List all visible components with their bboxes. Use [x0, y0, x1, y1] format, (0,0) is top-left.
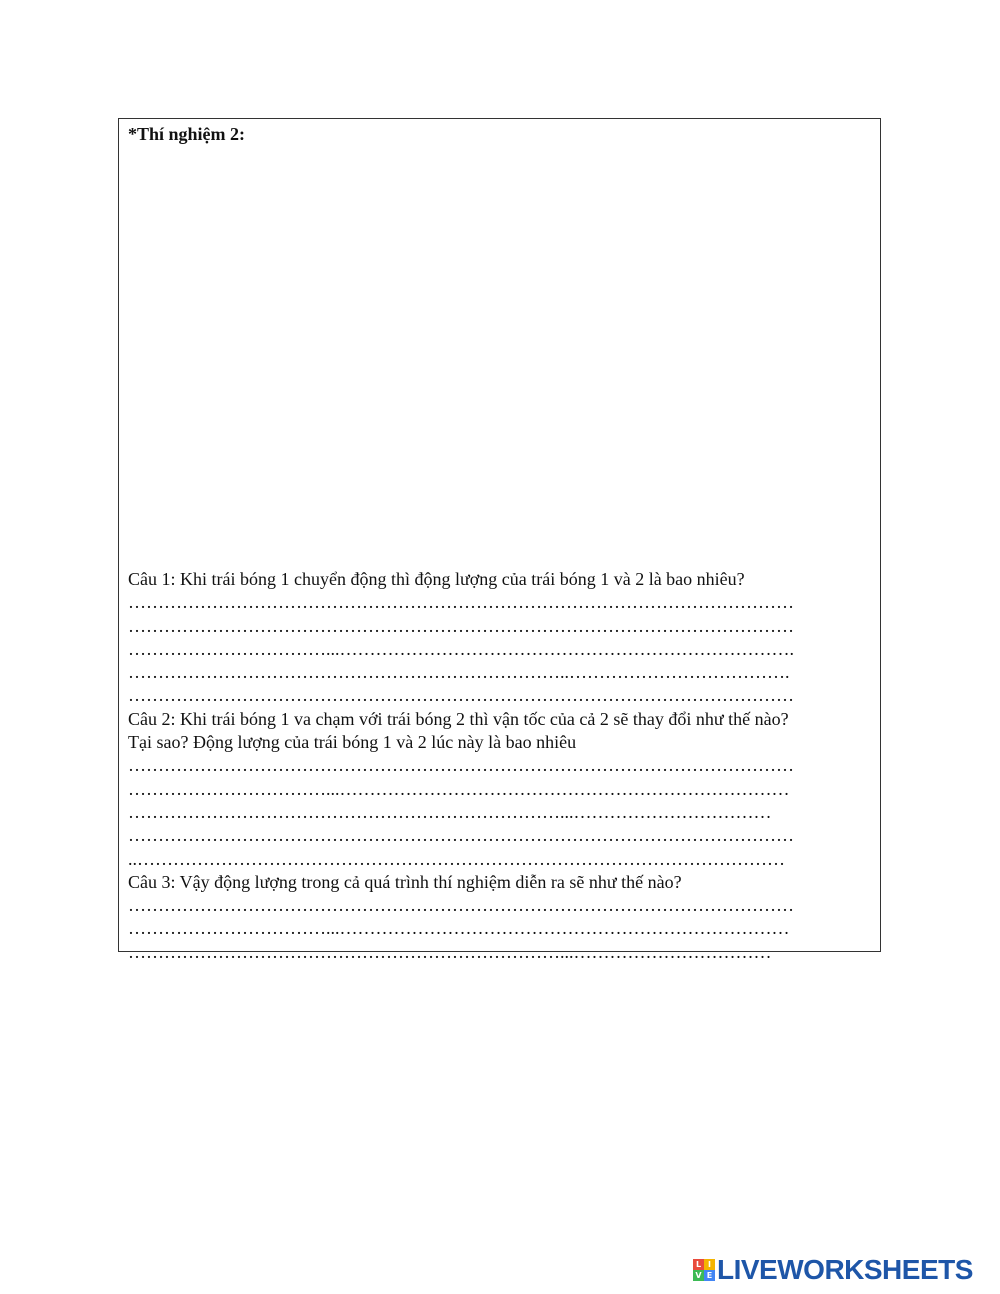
badge-letter: E: [704, 1270, 715, 1281]
answer-line[interactable]: ………………………………………………………………...……………………………: [128, 941, 772, 962]
live-badge-icon: [693, 1259, 715, 1281]
answer-line[interactable]: ..………………………………………………………………………………………………: [128, 848, 785, 869]
logo-text: LIVEWORKSHEETS: [717, 1254, 973, 1285]
answer-line[interactable]: …………………………………………………………………………………………………: [128, 592, 794, 613]
answer-line[interactable]: ………………………………………………………………...……………………………: [128, 801, 772, 822]
answer-line[interactable]: ……………………………...…………………………………………………………………: [128, 918, 790, 939]
badge-letter: V: [693, 1270, 704, 1281]
answer-line[interactable]: …………………………………………………………………………………………………: [128, 825, 794, 846]
badge-letter: L: [693, 1259, 704, 1270]
answer-line[interactable]: …………………………………………………………………………………………………: [128, 895, 794, 916]
liveworksheets-logo: [693, 1255, 973, 1285]
badge-letter: I: [704, 1259, 715, 1270]
answer-line[interactable]: ……………………………...…………………………………………………………………: [128, 778, 790, 799]
question-2: Câu 2: Khi trái bóng 1 va chạm với trái bóng 2 thì vận tốc của cả 2 sẽ thay đổi như thế nào?: [128, 708, 789, 729]
answer-line[interactable]: ………………………………………………………………..……………………………….: [128, 662, 790, 683]
answer-line[interactable]: …………………………………………………………………………………………………: [128, 685, 794, 706]
question-3: Câu 3: Vậy động lượng trong cả quá trình thí nghiệm diễn ra sẽ như thế nào?: [128, 871, 682, 892]
experiment-title: *Thí nghiệm 2:: [128, 124, 246, 144]
question-1: Câu 1: Khi trái bóng 1 chuyển động thì động lượng của trái bóng 1 và 2 là bao nhiêu?: [128, 569, 745, 589]
worksheet-frame: [118, 118, 881, 962]
question-area: [128, 568, 876, 964]
answer-line[interactable]: …………………………………………………………………………………………………: [128, 755, 794, 776]
answer-line[interactable]: ……………………………...………………………………………………………………….: [128, 638, 794, 659]
answer-line[interactable]: …………………………………………………………………………………………………: [128, 615, 794, 636]
question-2-continued: Tại sao? Động lượng của trái bóng 1 và 2 lúc này là bao nhiêu: [128, 732, 577, 753]
